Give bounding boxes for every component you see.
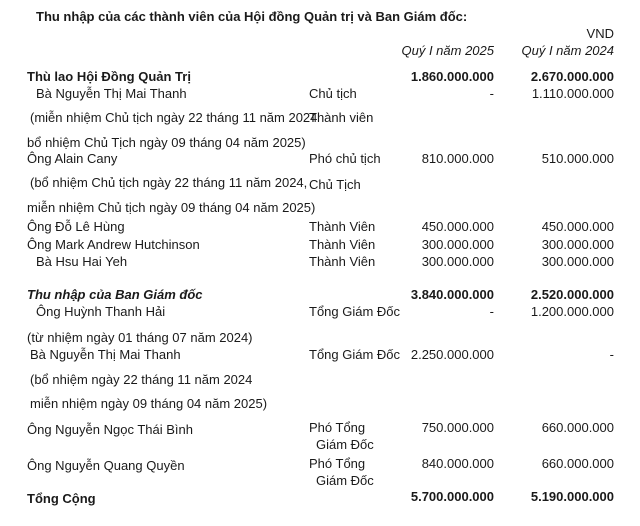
board-member-position-2: Chủ Tịch — [309, 177, 361, 192]
manager-position: Phó Tổng — [309, 420, 366, 435]
board-member-value-2024: 300.000.000 — [541, 237, 614, 252]
grand-total-label: Tổng Cộng — [27, 491, 96, 506]
manager-value-2024: - — [609, 347, 614, 362]
board-member-note-2: bổ nhiệm Chủ Tịch ngày 09 tháng 04 năm 2025) — [27, 135, 306, 150]
board-member-name: Bà Hsu Hai Yeh — [36, 254, 128, 269]
board-member-value-2025: 810.000.000 — [421, 151, 494, 166]
board-member-position: Phó chủ tịch — [309, 151, 381, 166]
board-member-note-2: miễn nhiệm Chủ tịch ngày 09 tháng 04 năm 2025) — [27, 200, 316, 215]
board-member-value-2024: 450.000.000 — [541, 219, 614, 234]
board-member-position: Thành Viên — [309, 237, 376, 252]
manager-name: Bà Nguyễn Thị Mai Thanh — [30, 347, 181, 362]
manager-value-2025: 750.000.000 — [421, 420, 494, 435]
manager-name: Ông Nguyễn Quang Quyền — [27, 458, 185, 473]
manager-value-2025: - — [489, 304, 494, 319]
manager-name: Ông Nguyễn Ngọc Thái Bình — [27, 422, 193, 437]
manager-position-2: Giám Đốc — [316, 473, 374, 488]
grand-total-2024: 5.190.000.000 — [530, 489, 614, 504]
board-member-note: (miễn nhiệm Chủ tịch ngày 22 tháng 11 năm 2024 — [30, 110, 318, 125]
management-total-2025: 3.840.000.000 — [410, 287, 494, 302]
board-member-value-2025: 300.000.000 — [421, 254, 494, 269]
board-member-position: Chủ tịch — [309, 86, 357, 101]
manager-position: Tổng Giám Đốc — [309, 304, 401, 319]
manager-note: (từ nhiệm ngày 01 tháng 07 năm 2024) — [27, 330, 253, 345]
board-member-name: Ông Alain Cany — [27, 151, 118, 166]
management-total-2024: 2.520.000.000 — [530, 287, 614, 302]
board-member-name: Bà Nguyễn Thị Mai Thanh — [36, 86, 187, 101]
manager-position: Phó Tổng — [309, 456, 366, 471]
board-member-value-2025: - — [489, 86, 494, 101]
manager-value-2025: 2.250.000.000 — [410, 347, 494, 362]
manager-value-2024: 660.000.000 — [541, 420, 614, 435]
manager-value-2024: 660.000.000 — [541, 456, 614, 471]
page-title: Thu nhập của các thành viên của Hội đồng Quản trị và Ban Giám đốc: — [36, 9, 468, 24]
currency-label: VND — [586, 26, 614, 41]
board-member-value-2024: 510.000.000 — [541, 151, 614, 166]
manager-note-2: miễn nhiệm ngày 09 tháng 04 năm 2025) — [30, 396, 268, 411]
board-member-value-2025: 450.000.000 — [421, 219, 494, 234]
board-member-value-2024: 1.110.000.000 — [531, 86, 614, 101]
manager-value-2025: 840.000.000 — [421, 456, 494, 471]
manager-position: Tổng Giám Đốc — [309, 347, 401, 362]
management-section-heading: Thu nhập của Ban Giám đốc — [27, 287, 203, 302]
board-member-position: Thành Viên — [309, 254, 376, 269]
manager-position-2: Giám Đốc — [316, 437, 374, 452]
board-member-position: Thành Viên — [309, 219, 376, 234]
manager-note: (bổ nhiệm ngày 22 tháng 11 năm 2024 — [30, 372, 253, 387]
board-member-value-2025: 300.000.000 — [421, 237, 494, 252]
grand-total-2025: 5.700.000.000 — [410, 489, 494, 504]
board-total-2025: 1.860.000.000 — [410, 69, 494, 84]
col-header-q1-2025: Quý I năm 2025 — [401, 43, 494, 58]
board-member-name: Ông Đỗ Lê Hùng — [27, 219, 125, 234]
board-member-position-2: Thành viên — [309, 110, 374, 125]
board-section-heading: Thù lao Hội Đồng Quản Trị — [27, 69, 191, 84]
manager-name: Ông Huỳnh Thanh Hải — [36, 304, 166, 319]
board-total-2024: 2.670.000.000 — [530, 69, 614, 84]
manager-value-2024: 1.200.000.000 — [530, 304, 614, 319]
board-member-name: Ông Mark Andrew Hutchinson — [27, 237, 200, 252]
board-member-value-2024: 300.000.000 — [541, 254, 614, 269]
col-header-q1-2024: Quý I năm 2024 — [521, 43, 614, 58]
board-member-note: (bổ nhiệm Chủ tịch ngày 22 tháng 11 năm 2024, — [30, 175, 308, 190]
